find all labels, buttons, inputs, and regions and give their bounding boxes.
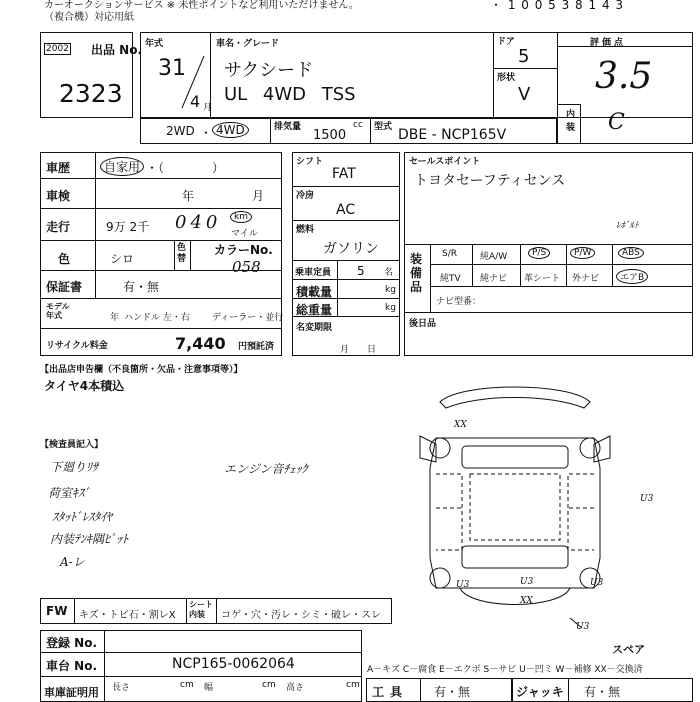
doors-label: ドア [497,37,515,47]
inspector-note-2: 荷室ｷｽﾞ [48,486,91,500]
inspector-note-3: ｽﾀｯﾄﾞﾚｽﾀｲﾔ [52,510,113,524]
weight-label: 総重量 [296,303,333,317]
name-change-label: 名変期限 [296,323,333,333]
history-value: 自家用 [100,157,144,176]
shift-value: FAT [332,166,356,182]
eq-sr: S/R [442,249,457,259]
tools-value: 有・無 [434,685,471,699]
sales-point-label: セールスポイント [409,157,481,167]
warranty-value: 有・無 [123,280,160,294]
drive-4wd: 4WD [212,122,249,138]
mileage-value: 9万 2千 [106,220,150,234]
eq-leather: 革シート [524,274,561,284]
seat-items: コゲ・穴・汚レ・シミ・破レ・スレ [221,610,381,621]
weight-unit: kg [385,303,396,313]
car-roof [470,474,560,540]
capacity-label: 乗車定員 [295,268,332,278]
color-label: 色 [58,252,71,266]
eq-navi: 純ナビ [480,274,508,284]
load-label: 積載量 [296,285,333,299]
year-month: 4 [190,92,201,111]
header-digits: ・ 1 0 0 5 3 8 1 4 3 [490,0,625,12]
jack-value: 有・無 [584,685,621,699]
model-grade: UL 4WD TSS [224,84,356,105]
tools-label: 工具 [372,685,409,699]
inspection-year-unit: 年 [182,189,195,203]
car-left-doors [436,474,462,550]
inspector-note-4: 内装ﾃﾝｷ隅ﾋﾟｯﾄ [50,532,129,546]
mark-u3-rear-1: U3 [520,577,534,587]
eq-abs: ABS [618,247,644,259]
mark-u3-right: U3 [640,494,654,504]
model-name: サクシード [224,60,314,81]
fuel-label: 燃料 [296,225,315,235]
displacement-unit: cc [353,120,363,130]
mileage-mile: マイル [231,229,258,239]
dim-width-unit: cm [262,680,276,690]
lot-tag: 2002 [46,44,69,54]
recycle-label: リサイクル料金 [46,341,108,351]
warranty-label: 保証書 [46,280,83,294]
drive-sep: ・ [200,126,213,140]
eq-aw: 純A/W [480,252,508,262]
inspection-label: 車検 [46,189,71,203]
lot-box [40,32,143,118]
interior-value: C [608,110,625,135]
ac-label: 冷房 [296,191,315,201]
mileage-label: 走行 [46,220,71,234]
chassis-label: 車台 No. [46,659,98,673]
car-right-doors [568,474,594,550]
capacity-unit: 名 [384,268,394,278]
type-label: 型式 [374,122,393,132]
dim-length: 長さ [112,683,131,693]
lot-number: 2323 [59,79,123,108]
car-rear [460,588,570,605]
dim-height-unit: cm [346,680,360,690]
report-text: タイヤ4本積込 [44,379,125,393]
car-wheel-fr [580,438,600,458]
color-value: シロ [110,252,135,266]
type-value: DBE - NCP165V [398,127,507,143]
ac-value: AC [336,202,356,218]
year-month-unit: 月 [203,103,213,113]
color-no-value: 058 [232,258,261,276]
equipment-label: 装備品 [410,252,423,294]
recycle-value: 7,440 [175,334,226,353]
doors-value: 5 [518,46,530,67]
fw-label: FW [46,604,68,618]
year-value: 31 [158,56,186,81]
car-body [430,438,600,588]
header-line2: （複合機）対応用紙 [44,12,134,23]
eq-airbag: エアB [616,269,648,284]
color-change-label: 色替 [177,243,187,264]
sales-point-text: トヨタセーフティセンス [414,173,566,189]
car-outline-top [440,387,590,408]
name-change-unit: 月 日 [340,345,377,355]
inspector-note-5: A-レ [60,555,85,569]
fuel-value: ガソリン [323,241,379,257]
inspector-note-right: エンジン音ﾁｪｯｸ [224,462,308,476]
car-wheel-rl [430,568,450,588]
inspection-month-unit: 月 [252,189,265,203]
car-rear-window [462,546,568,568]
car-diagram [400,378,630,628]
eq-ps: P/S [528,247,550,259]
report-label: 【出品店申告欄（不良箇所・欠品・注意事項等）】 [40,365,243,375]
year-label: 年式 [145,39,164,49]
fw-items: キズ・トビ石・割レX [79,610,176,621]
car-windshield [462,446,568,468]
score-value: 3.5 [595,56,653,97]
dealer-label: ディーラー・並行 [212,313,284,323]
chassis-value: NCP165-0062064 [172,656,295,672]
dim-height: 高さ [286,683,305,693]
dim-length-unit: cm [180,680,194,690]
mark-xx-rear: XX [520,596,533,606]
car-wheel-fl [430,438,450,458]
color-no-label: カラーNo. [214,243,273,257]
eq-tv: 純TV [440,274,461,284]
capacity-value: 5 [357,264,365,278]
displacement-value: 1500 [313,128,347,143]
mark-u3-rear-right: U3 [590,578,604,588]
history-extra: ・（ ） [146,161,225,175]
inspector-label: 【検査員記入】 [40,440,104,450]
model-label: 車名・グレード [216,39,280,49]
mileage-km: km [230,211,252,223]
interior-label: 内装 [566,110,576,133]
model-year-label: モデル年式 [46,302,70,320]
inspector-note-1: 下廻りﾘｻ [50,460,99,474]
mark-u3-spare: U3 [576,622,590,632]
eq-ext-navi: 外ナビ [572,274,600,284]
dim-width: 幅 [204,683,214,693]
drive-2wd: 2WD [166,124,195,138]
after-label: 後日品 [409,319,437,329]
navi-label: ナビ型番： [436,297,482,307]
eq-pw: P/W [570,247,595,259]
shape-label: 形状 [497,73,516,83]
score-label: 評価点 [590,38,627,48]
reg-label: 登録 No. [46,636,98,650]
handle-label: ハンドル 左・右 [124,313,190,323]
jack-label: ジャッキ [516,685,564,699]
legend: A－キズ C－腐食 E－エクボ S－サビ U－凹ミ W－補修 XX－交換済 [367,665,643,675]
displacement-label: 排気量 [274,122,302,132]
shape-value: V [518,84,531,105]
mark-u3-rear-left: U3 [456,580,470,590]
history-label: 車歴 [46,161,71,175]
model-year-unit: 年 [110,313,120,323]
sales-point-note: ﾚﾎﾞﾙﾄ [616,221,639,231]
mark-xx-front: XX [454,420,467,430]
lot-label: 出品 No. [91,43,143,57]
recycle-status: 円預託済 [238,342,275,352]
header-line1: カーオークションサービス ※ 未性ポイントなど利用いただけません。 [44,0,359,11]
spare-label: スペア [612,643,645,656]
shift-label: シフト [296,157,324,167]
garage-label: 車庫証明用 [44,686,99,699]
mileage-hand: 040 [175,212,222,233]
load-unit: kg [385,285,396,295]
seat-label: シート内装 [189,600,213,619]
